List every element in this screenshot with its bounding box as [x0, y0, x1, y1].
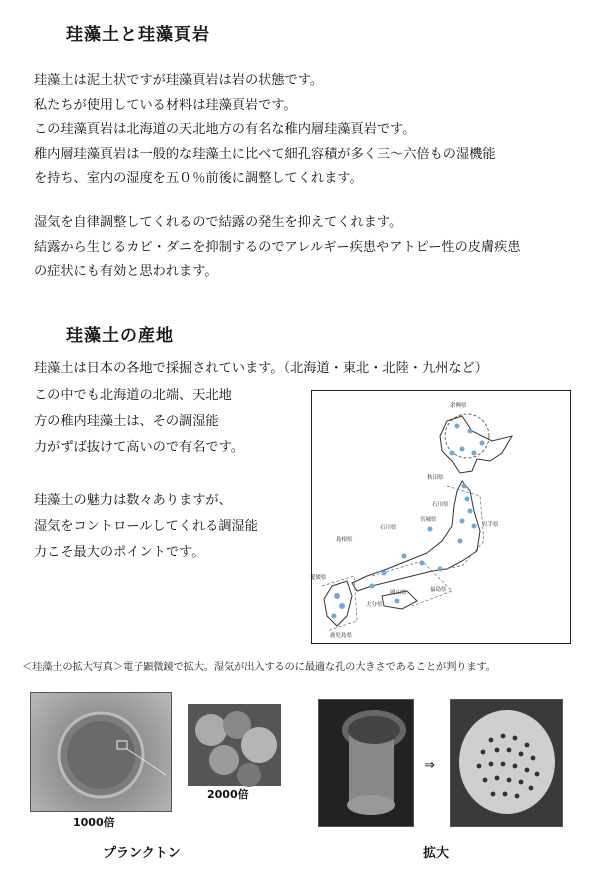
text-line: の症状にも有効と思われます。 [34, 264, 218, 279]
section2-side-text2 [34, 488, 258, 566]
photo-plankton [318, 699, 414, 827]
section2-side-text1 [34, 383, 244, 461]
text-line: 結露から生じるカビ・ダニを抑制するのでアレルギー疾患やアトピー性の皮膚疾患 [34, 239, 521, 255]
text-line: 私たちが使用している材料は珪藻頁岩です。 [34, 97, 297, 113]
text-line: 力こそ最大のポイントです。 [34, 545, 205, 560]
enlarge-label: 拡大 [423, 846, 450, 861]
text-line: 稚内層珪藻頁岩は一般的な珪藻土に比べて細孔容積が多く三～六倍もの湿機能 [34, 146, 496, 162]
map-label: 岡山県 [390, 590, 407, 596]
photo-2000x [188, 704, 281, 786]
photo-1000x [30, 692, 172, 812]
map-label: 愛媛県 [310, 575, 327, 581]
map-label: 島根県 [336, 537, 353, 543]
text-line: を持ち、室内の湿度を五０％前後に調整してくれます。 [34, 171, 363, 186]
text-line: 珪藻土の魅力は数々ありますが、 [34, 493, 232, 508]
japan-map [311, 390, 571, 644]
text-line: この中でも北海道の北端、天北地 [34, 388, 232, 403]
map-label: 岩手県 [482, 522, 499, 528]
map-label: 福島県 [430, 587, 447, 593]
text-line: この珪藻頁岩は北海道の天北地方の有名な稚内層珪藻頁岩です。 [34, 122, 416, 137]
section1-paragraph1 [34, 69, 496, 192]
photo-caption: ＜珪藻土の拡大写真＞電子顕微鏡で拡大。湿気が出入するのに最適な孔の大きさであることが判ります。 [22, 661, 496, 673]
photo-plankton-drawing [319, 700, 413, 826]
text-line: 湿気をコントロールしてくれる調湿能 [34, 519, 258, 534]
map-label: 鹿児島県 [330, 633, 353, 639]
text-line: 珪藻土は泥土状ですが珪藻頁岩は岩の状態です。 [34, 73, 324, 88]
text-line: 方の稚内珪藻土は、その調湿能 [34, 414, 219, 429]
plankton-label: プランクトン [103, 846, 181, 861]
section1-paragraph2 [34, 211, 521, 285]
photo-2000x-drawing [189, 705, 280, 785]
photo-2000x-label: 2000倍 [207, 788, 249, 801]
japan-map-drawing [312, 391, 570, 643]
photo-1000x-drawing [31, 693, 171, 811]
photo-enlarged-drawing [451, 700, 562, 826]
map-label: 余興県 [450, 403, 467, 409]
arrow-icon: ⇒ [424, 758, 435, 773]
map-label: 石川県 [432, 502, 449, 508]
map-label: 大分県 [366, 602, 383, 608]
text-line: 力がずば抜けて高いので有名です。 [34, 440, 244, 455]
photo-enlarged [450, 699, 563, 827]
text-line: 珪藻土は日本の各地で採掘されています。（北海道・東北・北陸・九州など） [34, 361, 488, 376]
text-line: 湿気を自律調整してくれるので結露の発生を抑えてくれます。 [34, 215, 403, 230]
section2-intro [34, 357, 488, 382]
photo-1000x-label: 1000倍 [73, 816, 115, 829]
section1-title: 珪藻土と珪藻頁岩 [66, 25, 210, 45]
map-label: 石川県 [380, 525, 397, 531]
map-label: 宮城県 [420, 517, 437, 523]
section2-title: 珪藻土の産地 [66, 326, 174, 346]
map-label: 秋田県 [427, 475, 444, 481]
